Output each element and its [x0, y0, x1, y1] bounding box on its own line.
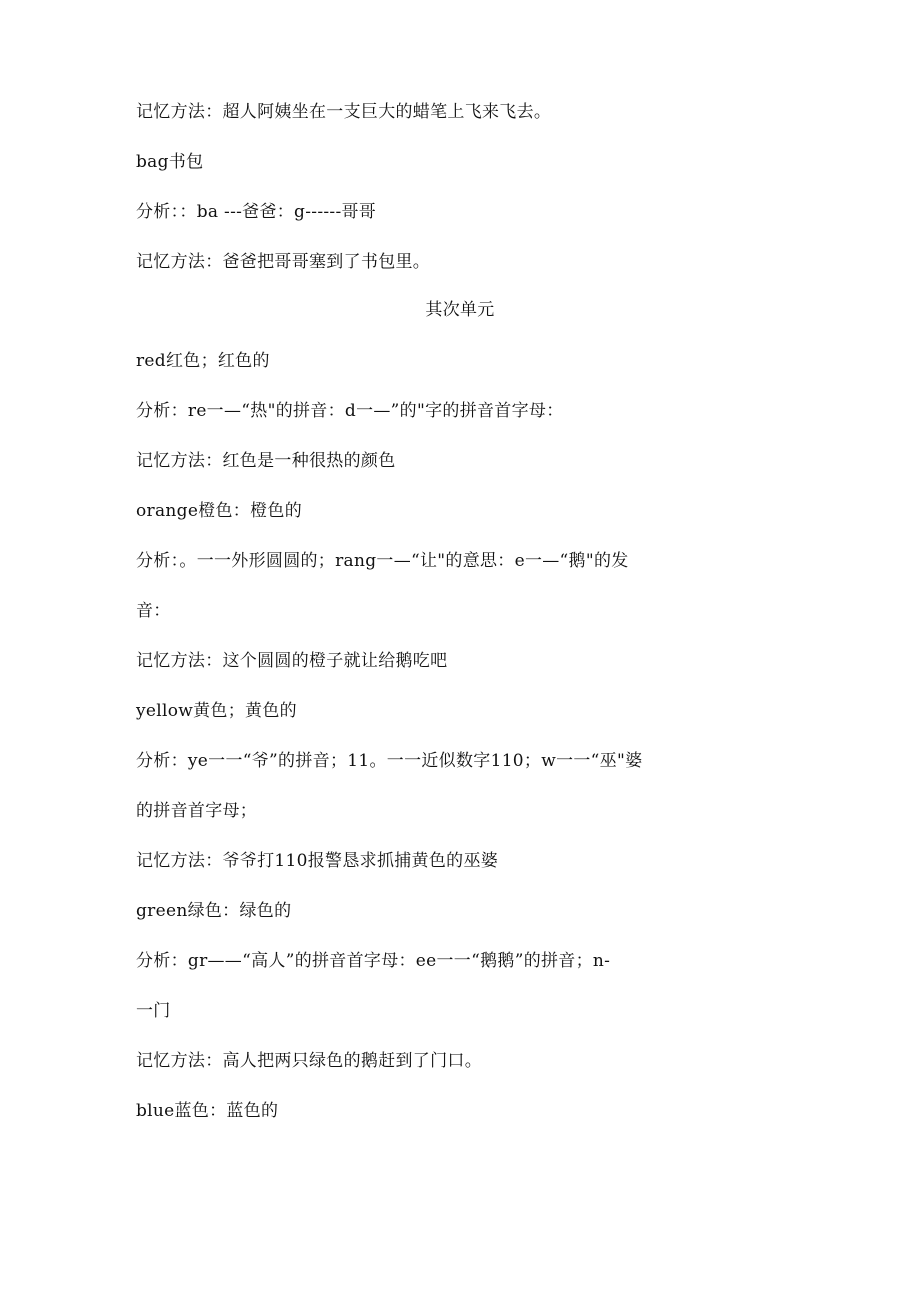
memory-method-crayon: 记忆方法：超人阿姨坐在一支巨大的蜡笔上飞来飞去。	[136, 102, 552, 122]
analysis-green-cont: 一门	[136, 1001, 171, 1021]
memory-method-yellow: 记忆方法：爷爷打110报警恳求抓捕黄色的巫婆	[136, 851, 499, 871]
word-green: green绿色：绿色的	[136, 901, 292, 921]
section-heading: 其次单元	[425, 300, 495, 320]
analysis-green: 分析：gr——“高人”的拼音首字母：ee一一“鹅鹅”的拼音；n-	[136, 951, 611, 971]
analysis-yellow-cont: 的拼音首字母；	[136, 801, 258, 821]
word-orange: orange橙色：橙色的	[136, 501, 302, 521]
word-red: red红色；红色的	[136, 351, 270, 371]
memory-method-red: 记忆方法：红色是一种很热的颜色	[136, 451, 396, 471]
analysis-yellow: 分析：ye一一“爷”的拼音；11。一一近似数字110；w一一“巫"婆	[136, 751, 643, 771]
memory-method-green: 记忆方法：高人把两只绿色的鹅赶到了门口。	[136, 1051, 482, 1071]
analysis-orange: 分析：。一一外形圆圆的；rang一—“让"的意思：e一—“鹅"的发	[136, 551, 629, 571]
word-blue: blue蓝色：蓝色的	[136, 1101, 279, 1121]
analysis-bag: 分析：：ba ---爸爸：g------哥哥	[136, 202, 377, 222]
word-bag: bag书包	[136, 152, 204, 172]
memory-method-orange: 记忆方法：这个圆圆的橙子就让给鹅吃吧	[136, 651, 448, 671]
memory-method-bag: 记忆方法：爸爸把哥哥塞到了书包里。	[136, 252, 431, 272]
analysis-orange-cont: 音：	[136, 601, 171, 621]
word-yellow: yellow黄色；黄色的	[136, 701, 297, 721]
analysis-red: 分析：re一—“热"的拼音：d一—”的"字的拼音首字母：	[136, 401, 564, 421]
